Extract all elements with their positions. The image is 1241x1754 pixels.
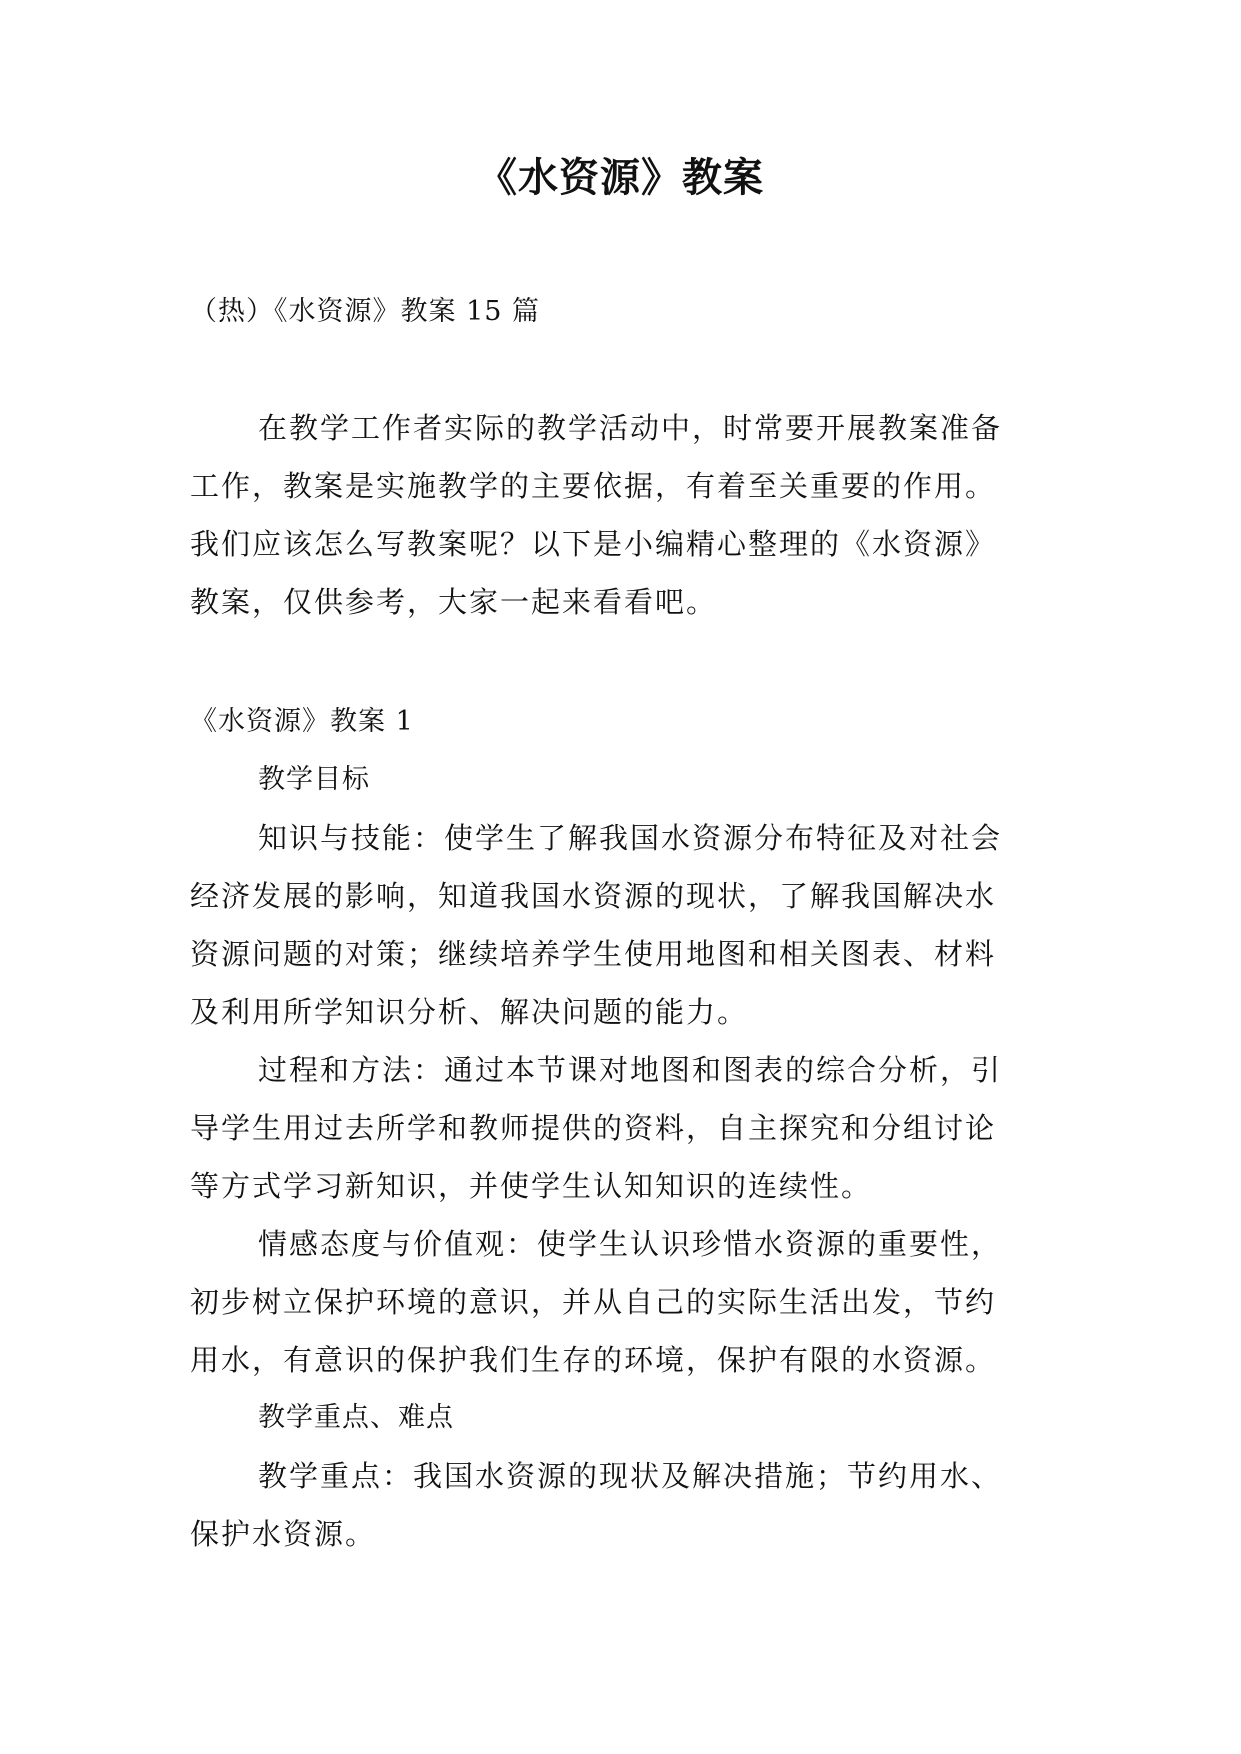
document-subtitle: （热）《水资源》教案 15 篇 xyxy=(190,296,541,327)
intro-line: 教案，仅供参考，大家一起来看看吧。 xyxy=(190,585,718,619)
paragraph-line: 初步树立保护环境的意识，并从自己的实际生活出发，节约 xyxy=(190,1285,997,1319)
paragraph-line: 经济发展的影响，知道我国水资源的现状，了解我国解决水 xyxy=(190,879,997,913)
paragraph-line: 教学重点：我国水资源的现状及解决措施；节约用水、 xyxy=(258,1459,1003,1493)
paragraph-line: 保护水资源。 xyxy=(190,1517,377,1551)
paragraph-line: 知识与技能：使学生了解我国水资源分布特征及对社会 xyxy=(258,821,1003,855)
paragraph-line: 用水，有意识的保护我们生存的环境，保护有限的水资源。 xyxy=(190,1343,997,1377)
document-title: 《水资源》教案 xyxy=(477,155,764,201)
intro-line: 工作，教案是实施教学的主要依据，有着至关重要的作用。 xyxy=(190,469,997,503)
section-heading: 《水资源》教案 1 xyxy=(190,706,414,737)
paragraph-line: 及利用所学知识分析、解决问题的能力。 xyxy=(190,995,749,1029)
subsection-heading: 教学目标 xyxy=(258,764,370,795)
paragraph-line: 过程和方法：通过本节课对地图和图表的综合分析，引 xyxy=(258,1053,1003,1087)
paragraph-line: 等方式学习新知识，并使学生认知知识的连续性。 xyxy=(190,1169,873,1203)
subsection-heading: 教学重点、难点 xyxy=(258,1402,454,1433)
paragraph-line: 资源问题的对策；继续培养学生使用地图和相关图表、材料 xyxy=(190,937,997,971)
intro-line: 我们应该怎么写教案呢？以下是小编精心整理的《水资源》 xyxy=(190,527,997,561)
intro-line: 在教学工作者实际的教学活动中，时常要开展教案准备 xyxy=(258,411,1003,445)
paragraph-line: 导学生用过去所学和教师提供的资料，自主探究和分组讨论 xyxy=(190,1111,997,1145)
paragraph-line: 情感态度与价值观：使学生认识珍惜水资源的重要性， xyxy=(258,1227,1003,1261)
